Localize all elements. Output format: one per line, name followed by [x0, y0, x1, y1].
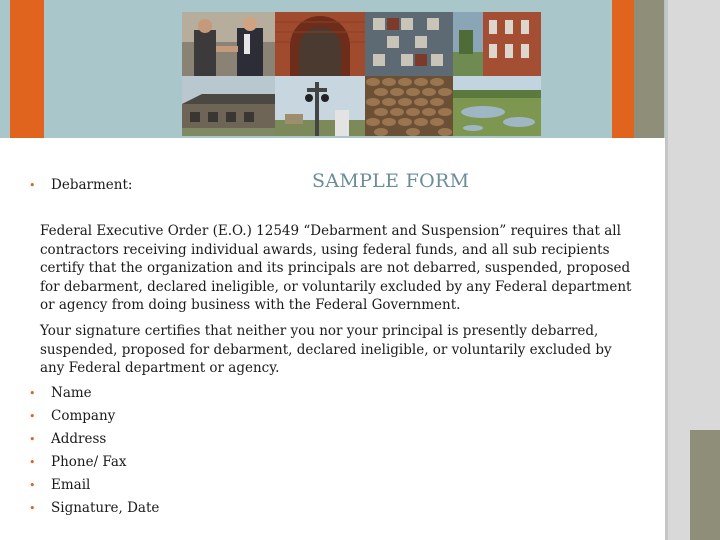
field-phone-fax: Phone/ Fax — [51, 454, 127, 470]
bullet-icon: • — [29, 479, 36, 492]
field-name: Name — [51, 385, 92, 401]
list-item — [27, 407, 159, 430]
photo-handshake — [182, 12, 275, 76]
list-item — [27, 499, 159, 522]
bullet-icon: • — [29, 502, 36, 515]
right-edge-accent-block — [690, 430, 720, 540]
orange-accent-bar-left — [10, 0, 44, 138]
header-banner — [0, 0, 665, 138]
debarment-heading — [27, 177, 132, 193]
list-item — [27, 430, 159, 453]
photo-warehouse — [182, 76, 275, 136]
photo-arch — [275, 12, 365, 76]
bullet-icon: • — [29, 456, 36, 469]
orange-accent-bar-right — [612, 0, 634, 138]
list-item — [27, 453, 159, 476]
executive-order-paragraph: Federal Executive Order (E.O.) 12549 “Debarment and Suspension” requires that all contractors receiving individual awards, using federal funds, and all sub recipients certify that the organization and its principals are not debarred, suspended, proposed for debarment, declared ineligible, or voluntarily excluded by any Federal department or agency from doing business with the Federal Government. — [40, 223, 632, 314]
required-fields-list — [27, 384, 159, 522]
field-company: Company — [51, 408, 116, 424]
bullet-icon: • — [29, 433, 36, 446]
bullet-icon: • — [29, 179, 36, 192]
list-item — [27, 384, 159, 407]
photo-wetland — [453, 76, 541, 136]
photo-tile-roof — [365, 76, 453, 136]
bullet-icon: • — [29, 387, 36, 400]
bullet-icon: • — [29, 410, 36, 423]
photo-brick-building — [453, 12, 541, 76]
field-signature-date: Signature, Date — [51, 500, 160, 516]
photo-mosaic — [365, 12, 453, 76]
list-item — [27, 476, 159, 499]
right-edge-stripe — [665, 0, 668, 540]
field-email: Email — [51, 477, 91, 493]
slide-title: SAMPLE FORM — [312, 170, 470, 192]
field-address: Address — [51, 431, 107, 447]
gray-accent-bar — [634, 0, 664, 138]
photo-railroad-signal — [275, 76, 365, 136]
debarment-label: Debarment: — [51, 177, 133, 193]
signature-certification-paragraph: Your signature certifies that neither you nor your principal is presently debarred, suspended, proposed for debarment, declared ineligible, or voluntarily excluded by any Federal department or agency. — [40, 323, 612, 377]
